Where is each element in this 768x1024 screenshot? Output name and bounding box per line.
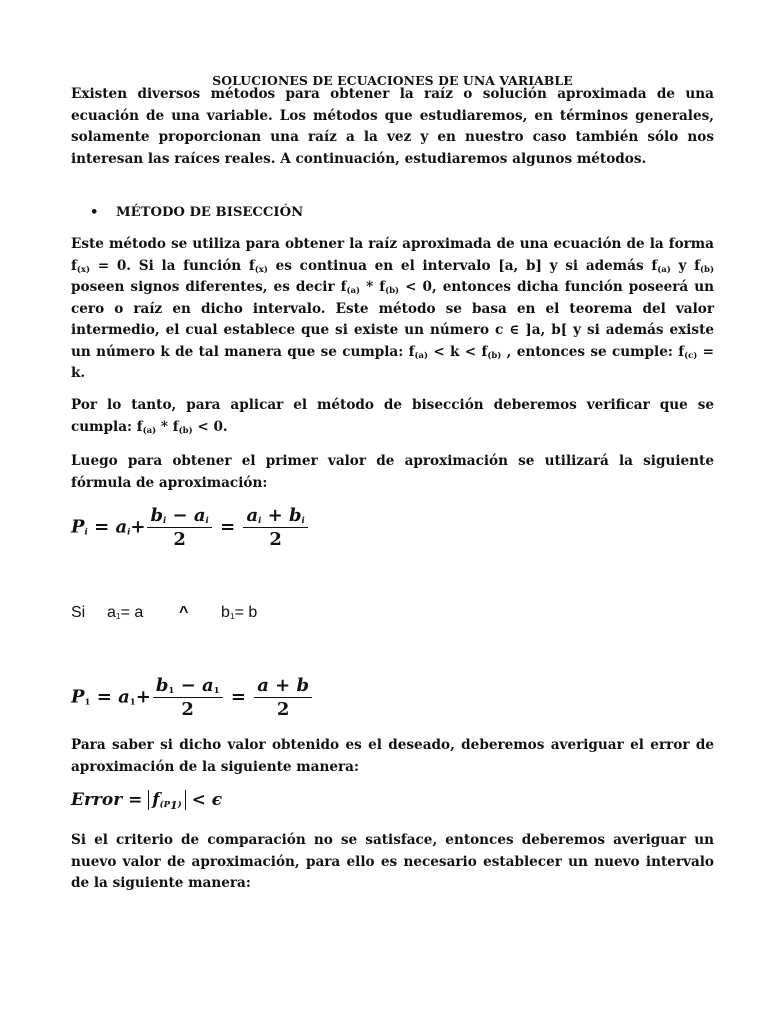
formula-symbol: a: [115, 516, 128, 538]
subscript: (c): [684, 350, 698, 361]
formula-symbol: a: [246, 505, 259, 526]
formula-subscript: 1: [168, 686, 175, 696]
section-heading: MÉTODO DE BISECCIÓN: [116, 205, 304, 220]
formula-symbol: P: [71, 686, 85, 708]
paragraph-new-interval: Si el criterio de comparación no se satisface, entonces deberemos averiguar un nuevo valor de aproximación, para ello es necesario establecer un nuevo intervalo de la siguiente manera:: [71, 832, 714, 891]
text-run: * f: [156, 418, 179, 435]
formula-pi: [71, 505, 310, 550]
formula-symbol: a: [118, 686, 130, 708]
formula-numerator: a + b: [254, 675, 312, 698]
text-run: = k.: [71, 343, 715, 381]
formula-operator: =: [94, 516, 110, 538]
formula-denominator: 2: [269, 529, 282, 550]
paragraph-method-description: [71, 234, 714, 385]
wedge-symbol: ^: [179, 604, 189, 621]
formula-subscript: 1: [213, 686, 220, 696]
intro-paragraph: Existen diversos métodos para obtener la raíz o solución aproximada de una ecuación de una variable. Los métodos que estudiaremos, en términos generales, solamente proporcionan una raíz a la vez y en nuestro caso también sólo nos interesan las raíces reales. A continuación, estudiaremos algunos métodos.: [71, 86, 714, 167]
subscript: (b): [178, 425, 193, 436]
subscript: (a): [414, 350, 428, 361]
paragraph-condition: [71, 395, 714, 438]
subscript: (b): [700, 264, 714, 275]
text-run: es continua en el intervalo [a, b] y si además f: [267, 257, 658, 274]
subscript: (x): [76, 264, 90, 275]
formula-denominator: 2: [173, 529, 186, 550]
formula-subscript: i: [301, 516, 305, 526]
formula-fraction: [254, 675, 312, 720]
formula-operator: =: [220, 516, 236, 538]
formula-subscript: 1: [115, 611, 121, 621]
formula-subscript: i: [84, 527, 88, 538]
formula-operator: +: [130, 516, 146, 538]
formula-fraction: [153, 675, 223, 720]
text-run: Este método se utiliza para obtener la raíz aproximada de una ecuación de la forma f: [71, 236, 714, 274]
formula-symbol: = b: [234, 604, 258, 621]
formula-operator: =: [96, 686, 112, 708]
formula-symbol: a: [107, 604, 116, 621]
formula-subscript: 1: [170, 799, 178, 812]
formula-symbol: P: [71, 516, 85, 538]
formula-subscript: 1: [229, 611, 235, 621]
formula-denominator: 2: [181, 699, 194, 720]
text-run: < k < f: [428, 343, 488, 360]
subscript: (b): [385, 286, 400, 296]
formula-operator: =: [230, 686, 246, 708]
formula-fraction: [243, 505, 307, 550]
formula-operator: <: [191, 790, 206, 810]
page-title: SOLUCIONES DE ECUACIONES DE UNA VARIABLE: [212, 73, 573, 88]
subscript: (a): [657, 264, 671, 275]
formula-fraction: [147, 505, 211, 550]
formula-symbol: b: [155, 675, 169, 696]
formula-symbol: b: [221, 604, 230, 621]
text-run: , entonces se cumple: f: [501, 343, 685, 360]
bullet-icon: •: [90, 205, 99, 220]
subscript: (a): [346, 286, 361, 296]
formula-subscript: 1: [84, 697, 91, 708]
formula-symbol: b: [150, 505, 164, 526]
absolute-value: [148, 790, 185, 810]
formula-subscript: i: [163, 516, 167, 526]
epsilon-symbol: ϵ: [211, 790, 223, 810]
text-run: < 0.: [192, 418, 228, 435]
formula-error: [71, 790, 222, 810]
subscript: (x): [254, 264, 268, 275]
formula-subscript: (P: [159, 800, 171, 810]
paragraph-formula-intro: Luego para obtener el primer valor de aproximación se utilizará la siguiente fórmula de aproximación:: [71, 453, 714, 491]
formula-operator: =: [128, 790, 143, 810]
formula-subscript: i: [258, 516, 262, 526]
text-run: < 0, entonces dicha función poseerá un cero o raíz en dicho intervalo. Este método se basa en el teorema del valor intermedio, el cual establece que si existe un número c ∈ ]a, b[ y si además existe un número k de tal manera que se cumpla: f: [71, 279, 715, 360]
paragraph-error-intro: Para saber si dicho valor obtenido es el deseado, deberemos averiguar el error de aproximación de la siguiente manera:: [71, 737, 714, 775]
formula-symbol: − a: [166, 505, 206, 526]
formula-denominator: 2: [276, 699, 290, 720]
formula-symbol: f: [152, 790, 160, 810]
formula-subscript: i: [127, 527, 131, 538]
formula-operator: +: [135, 686, 151, 708]
formula-symbol: = a: [120, 604, 144, 621]
text-run: = 0. Si la función f: [89, 257, 255, 274]
text-run: poseen signos diferentes, es decir f: [71, 279, 347, 295]
subscript: (b): [487, 350, 502, 361]
formula-symbol: − a: [174, 675, 214, 696]
text-run: Por lo tanto, para aplicar el método de bisección deberemos verificar que se cumpla: f: [71, 397, 714, 435]
formula-subscript: ): [177, 800, 182, 810]
subscript: (a): [142, 425, 157, 436]
formula-p1: [71, 675, 314, 720]
formula-subscript: i: [205, 516, 209, 526]
initial-values-line: [71, 604, 257, 622]
formula-symbol: + b: [261, 505, 302, 526]
formula-symbol: Error: [71, 790, 123, 810]
bullet-item-biseccion: [90, 205, 303, 220]
si-label: Si: [71, 604, 86, 621]
text-run: y f: [670, 257, 700, 274]
formula-subscript: 1: [129, 697, 136, 708]
text-run: * f: [360, 279, 386, 295]
